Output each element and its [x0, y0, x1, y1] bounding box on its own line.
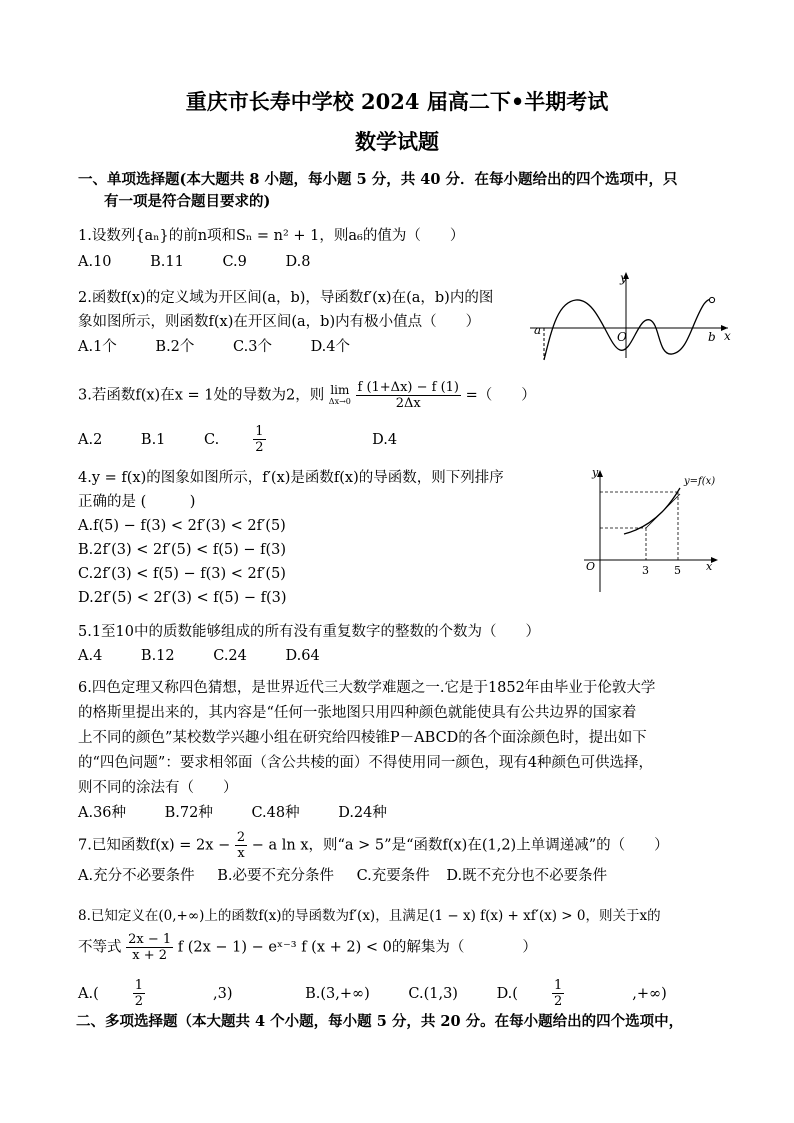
q4-option-c[interactable]: C.2f′(3) < f(5) − f(3) < 2f′(5) — [78, 566, 286, 582]
q3-denominator: 2Δx — [395, 396, 421, 411]
q8-option-d[interactable] — [497, 978, 701, 1009]
q6-line5: 则不同的涂法有（ ） — [78, 780, 238, 796]
q3-option-c-den: 2 — [255, 440, 264, 455]
q7-fraction — [235, 830, 247, 861]
q3-numerator: f (1+Δx) − f (1) — [357, 380, 459, 395]
q5-option-d[interactable]: D.64 — [285, 648, 320, 664]
q3-fraction — [356, 380, 462, 411]
q8-option-d-den: 2 — [553, 994, 563, 1009]
q5-option-b[interactable]: B.12 — [140, 648, 175, 664]
q7-option-c[interactable]: C.充要条件 — [356, 868, 430, 884]
q2-options — [78, 337, 384, 357]
q6-option-c[interactable]: C.48种 — [251, 805, 300, 821]
q2-option-d[interactable]: D.4个 — [310, 339, 351, 355]
q4-label-curve: y=f(x) — [684, 476, 716, 487]
q6-line1: 6.四色定理又称四色猜想，是世界近代三大数学难题之一.它是于1852年由毕业于伦敦大学 — [78, 680, 656, 696]
q7-stem-prefix: 7.已知函数f(x) = 2x − — [78, 837, 231, 854]
q3-lim-sub: Δx→0 — [328, 396, 351, 406]
q8-option-a-prefix: A.( — [78, 985, 99, 1002]
exam-subtitle: 数学试题 — [355, 129, 439, 154]
q3-stem-suffix: =（ ） — [465, 387, 536, 404]
q1-options — [78, 252, 344, 272]
q4-stem-line1: 4.y = f(x)的图象如图所示，f′(x)是函数f(x)的导函数，则下列排序 — [78, 470, 504, 486]
q8-option-d-frac — [552, 978, 598, 1009]
q6-option-a[interactable]: A.36种 — [78, 805, 127, 821]
q8-option-a-frac — [133, 978, 179, 1009]
q4-function-graph — [580, 466, 730, 596]
q3-stem — [78, 380, 536, 411]
q4-label-x: x — [706, 560, 713, 573]
exam-title: 重庆市长寿中学校 2024 届高二下•半期考试 — [185, 89, 609, 114]
q7-options — [78, 866, 641, 886]
q5-option-c[interactable]: C.24 — [213, 648, 247, 664]
q4-label-o: O — [586, 560, 596, 573]
q8-stem-prefix: 不等式 — [78, 939, 122, 956]
q6-line4: 的“四色问题”：要求相邻面（含公共棱的面）不得使用同一颜色，现有4种颜色可供选择， — [78, 755, 654, 771]
q5-options — [78, 646, 354, 666]
q7-frac-den: x — [237, 846, 245, 861]
q7-option-d[interactable]: D.既不充分也不必要条件 — [446, 868, 608, 884]
q3-options — [78, 424, 431, 455]
q5-stem: 5.1至10中的质数能够组成的所有没有重复数字的整数的个数为（ ） — [78, 624, 541, 640]
q6-option-b[interactable]: B.72种 — [164, 805, 213, 821]
q4-label-3: 3 — [642, 564, 649, 577]
q8-option-a[interactable] — [78, 978, 267, 1009]
q8-options — [78, 978, 735, 1009]
q3-limit — [329, 384, 351, 408]
q2-option-c[interactable]: C.3个 — [233, 339, 272, 355]
q7-option-b[interactable]: B.必要不充分条件 — [217, 868, 334, 884]
q2-stem-line1: 2.函数f(x)的定义域为开区间(a，b)，导函数f′(x)在(a，b)内的图 — [78, 290, 494, 306]
q8-option-a-num: 1 — [134, 978, 144, 993]
q4-option-a[interactable]: A.f(5) − f(3) < 2f′(3) < 2f′(5) — [78, 518, 286, 534]
q8-option-b[interactable]: B.(3,+∞) — [305, 985, 370, 1002]
q6-line3: 上不同的颜色”某校数学兴趣小组在研究给四棱锥P－ABCD的各个面涂颜色时，提出如下 — [78, 730, 647, 746]
q2-label-b: b — [708, 330, 716, 344]
q8-option-d-prefix: D.( — [496, 985, 518, 1002]
q3-option-c-prefix: C. — [204, 431, 220, 448]
q8-option-a-suffix: ,3) — [213, 985, 233, 1002]
q2-option-a[interactable]: A.1个 — [78, 339, 117, 355]
q3-option-a[interactable]: A.2 — [78, 431, 103, 448]
q8-stem-line1: 8.已知定义在(0,+∞)上的函数f(x)的导函数为f′(x)，且满足(1 − x) f(x) + xf′(x) > 0，则关于x的 — [78, 908, 661, 924]
q2-label-x: x — [724, 329, 731, 343]
q3-option-d[interactable]: D.4 — [372, 431, 398, 448]
q2-label-y: y — [620, 271, 627, 285]
q8-frac-den: x + 2 — [132, 948, 167, 963]
section2-heading: 二、多项选择题（本大题共 4 个小题，每小题 5 分，共 20 分。在每小题给出的四个选项中， — [76, 1013, 684, 1030]
q3-option-b[interactable]: B.1 — [140, 431, 166, 448]
section1-heading-line2: 有一项是符合题目要求的) — [104, 193, 271, 210]
q7-stem — [78, 830, 669, 861]
q8-stem-line2 — [78, 932, 537, 963]
q1-option-c[interactable]: C.9 — [222, 254, 247, 270]
q4-option-b[interactable]: B.2f′(3) < 2f′(5) < f(5) − f(3) — [78, 542, 287, 558]
q3-lim-word: lim — [330, 382, 350, 397]
section1-heading-line1: 一、单项选择题(本大题共 8 小题，每小题 5 分，共 40 分．在每小题给出的四个选项中，只 — [78, 171, 678, 188]
q2-label-o: O — [617, 330, 627, 344]
q4-stem-line2: 正确的是 ( ) — [78, 494, 196, 510]
q3-option-c-frac — [253, 424, 299, 455]
q6-option-d[interactable]: D.24种 — [338, 805, 387, 821]
q8-fraction — [126, 932, 173, 963]
q8-option-c[interactable]: C.(1,3) — [408, 985, 458, 1002]
q4-label-y: y — [592, 466, 599, 479]
q2-derivative-curve — [544, 299, 712, 360]
q5-option-a[interactable]: A.4 — [78, 648, 103, 664]
q2-option-b[interactable]: B.2个 — [155, 339, 195, 355]
q8-option-d-suffix: ,+∞) — [632, 985, 667, 1002]
q2-derivative-graph — [528, 268, 738, 364]
q3-stem-prefix: 3.若函数f(x)在x = 1处的导数为2，则 — [78, 387, 325, 404]
q1-option-d[interactable]: D.8 — [285, 254, 311, 270]
q8-stem-suffix: f (2x − 1) − eˣ⁻³ f (x + 2) < 0的解集为（ ） — [177, 939, 537, 956]
q8-option-a-den: 2 — [134, 994, 144, 1009]
q2-stem-line2: 象如图所示，则函数f(x)在开区间(a，b)内有极小值点（ ） — [78, 314, 481, 330]
q3-option-c-num: 1 — [255, 424, 264, 439]
q1-stem: 1.设数列{aₙ}的前n项和Sₙ = n² + 1，则a₆的值为（ ） — [78, 228, 465, 244]
q1-option-a[interactable]: A.10 — [78, 254, 112, 270]
q8-frac-num: 2x − 1 — [128, 932, 172, 947]
q6-line2: 的格斯里提出来的，其内容是“任何一张地图只用四种颜色就能使具有公共边界的国家着 — [78, 705, 637, 721]
q3-option-c[interactable] — [204, 424, 333, 455]
q7-stem-suffix: − a ln x，则“a > 5”是“函数f(x)在(1,2)上单调递减”的（ ） — [251, 837, 669, 854]
q7-option-a[interactable]: A.充分不必要条件 — [78, 868, 195, 884]
q7-frac-num: 2 — [236, 830, 246, 845]
q2-open-endpoint — [709, 297, 714, 302]
q8-option-d-num: 1 — [553, 978, 563, 993]
q4-secant — [646, 494, 680, 528]
q4-curve — [624, 488, 680, 534]
q4-label-5: 5 — [674, 564, 681, 577]
q2-label-a: a — [534, 323, 542, 337]
q4-option-d[interactable]: D.2f′(5) < 2f′(3) < f(5) − f(3) — [78, 590, 287, 606]
q1-option-b[interactable]: B.11 — [150, 254, 184, 270]
q6-options — [78, 803, 421, 823]
